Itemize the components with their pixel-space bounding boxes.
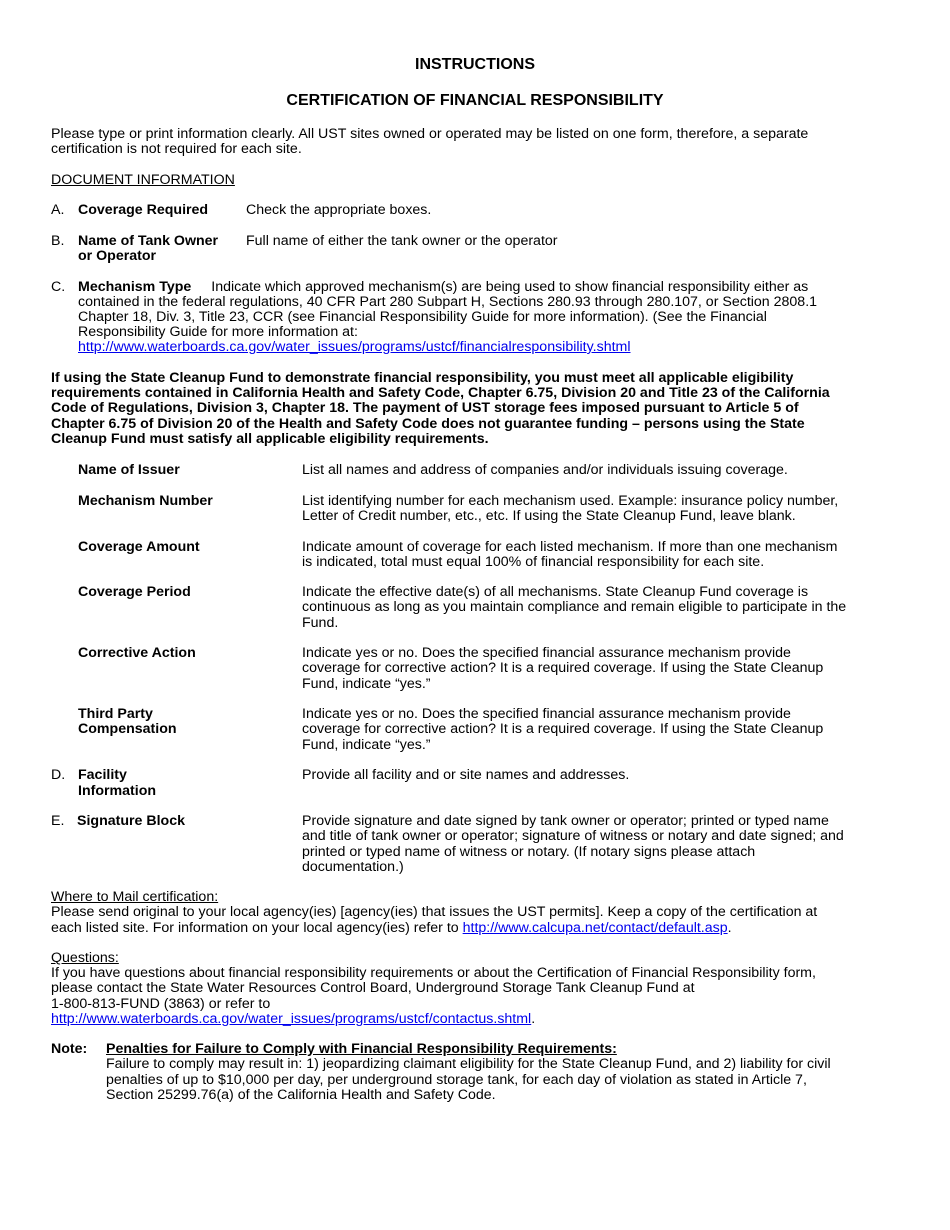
item-letter: D. — [51, 767, 66, 783]
section-heading-document-information: DOCUMENT INFORMATION — [51, 172, 235, 188]
field-description: Fund. — [302, 615, 339, 631]
note-text: Failure to comply may result in: 1) jeopardizing claimant eligibility for the State Cleanup Fund, and 2) liability for civil — [106, 1056, 831, 1072]
note-text: penalties of up to $10,000 per day, per underground storage tank, for each day of violation as stated in Article 7, — [106, 1072, 807, 1088]
field-description: coverage for corrective action? It is a required coverage. If using the State Cleanup — [302, 660, 824, 676]
questions-text: 1-800-813-FUND (3863) or refer to — [51, 996, 271, 1012]
field-description: Indicate the effective date(s) of all mechanisms. State Cleanup Fund coverage is — [302, 584, 809, 600]
item-text: Full name of either the tank owner or the operator — [246, 233, 558, 249]
item-label-facility-information: Facility — [78, 767, 127, 783]
item-text: and title of tank owner or operator; signature of witness or notary and date signed; and — [302, 828, 844, 844]
field-label-corrective-action: Corrective Action — [78, 645, 196, 661]
field-description: coverage for corrective action? It is a required coverage. If using the State Cleanup — [302, 721, 824, 737]
intro-line: certification is not required for each site. — [51, 141, 302, 157]
item-label-mechanism-type: Mechanism Type — [78, 279, 192, 295]
questions-text: . — [531, 1011, 536, 1027]
questions-heading: Questions: — [51, 950, 119, 966]
mail-text: . — [727, 920, 732, 936]
field-description: Indicate amount of coverage for each listed mechanism. If more than one mechanism — [302, 539, 838, 555]
field-description: Fund, indicate “yes.” — [302, 737, 431, 753]
mail-text: each listed site. For information on your local agency(ies) refer to — [51, 920, 463, 936]
field-label-coverage-amount: Coverage Amount — [78, 539, 200, 555]
field-label-mechanism-number: Mechanism Number — [78, 493, 213, 509]
mail-text-line — [51, 921, 732, 936]
item-letter: E. — [51, 813, 65, 829]
item-label-coverage-required: Coverage Required — [78, 202, 209, 218]
field-description: Letter of Credit number, etc., etc. If using the State Cleanup Fund, leave blank. — [302, 508, 796, 524]
item-text: Indicate which approved mechanism(s) are being used to show financial responsibility either as — [211, 279, 809, 295]
item-text: Provide signature and date signed by tank owner or operator; printed or typed name — [302, 813, 829, 829]
note-label: Note: — [51, 1041, 88, 1057]
field-description: is indicated, total must equal 100% of financial responsibility for each site. — [302, 554, 765, 570]
note-text: Section 25299.76(a) of the California Health and Safety Code. — [106, 1087, 496, 1103]
field-label-third-party-compensation: Third Party — [78, 706, 153, 722]
field-description: continuous as long as you maintain compliance and remain eligible to participate in the — [302, 599, 847, 615]
field-label-coverage-period: Coverage Period — [78, 584, 191, 600]
eligibility-paragraph-line: Chapter 6.75 of Division 20 of the Health and Safety Code does not guarantee funding – persons using the State — [51, 416, 805, 432]
item-label-name-of-tank-owner: or Operator — [78, 248, 157, 264]
item-text: Check the appropriate boxes. — [246, 202, 432, 218]
mail-heading: Where to Mail certification: — [51, 889, 219, 905]
questions-link-line — [51, 1012, 535, 1027]
item-text: documentation.) — [302, 859, 404, 875]
field-description: Indicate yes or no. Does the specified financial assurance mechanism provide — [302, 706, 791, 722]
field-label-third-party-compensation: Compensation — [78, 721, 177, 737]
item-label-name-of-tank-owner: Name of Tank Owner — [78, 233, 219, 249]
field-description: List all names and address of companies and/or individuals issuing coverage. — [302, 462, 788, 478]
item-text: Chapter 18, Div. 3, Title 23, CCR (see Financial Responsibility Guide for more information). (See the Financial — [78, 309, 767, 325]
item-text: contained in the federal regulations, 40 CFR Part 280 Subpart H, Sections 280.93 through 280.107, or Section 2808.1 — [78, 294, 818, 310]
mail-text: Please send original to your local agency(ies) [agency(ies) that issues the UST permits]. Keep a copy of the certification at — [51, 904, 818, 920]
questions-text: please contact the State Water Resources Control Board, Underground Storage Tank Cleanup Fund at — [51, 980, 695, 996]
item-label-signature-block: Signature Block — [77, 813, 186, 829]
eligibility-paragraph-line: Cleanup Fund must satisfy all applicable eligibility requirements. — [51, 431, 489, 447]
field-description: Indicate yes or no. Does the specified financial assurance mechanism provide — [302, 645, 791, 661]
eligibility-paragraph-line: If using the State Cleanup Fund to demonstrate financial responsibility, you must meet all applicable eligibility — [51, 370, 794, 386]
item-letter: C. — [51, 279, 66, 295]
calcupa-contact-link[interactable]: http://www.calcupa.net/contact/default.asp — [462, 920, 728, 936]
form-title: CERTIFICATION OF FINANCIAL RESPONSIBILITY — [286, 92, 664, 109]
item-text: Responsibility Guide for more information at: — [78, 324, 358, 340]
field-label-name-of-issuer: Name of Issuer — [78, 462, 180, 478]
field-description: Fund, indicate “yes.” — [302, 676, 431, 692]
eligibility-paragraph-line: Code of Regulations, Division 3, Chapter 18. The payment of UST storage fees imposed pursuant to Article 5 of — [51, 400, 799, 416]
financial-responsibility-link[interactable]: http://www.waterboards.ca.gov/water_issues/programs/ustcf/financialresponsibility.shtml — [78, 339, 631, 355]
item-letter: A. — [51, 202, 65, 218]
page-title: INSTRUCTIONS — [415, 56, 535, 73]
questions-text: If you have questions about financial responsibility requirements or about the Certification of Financial Responsibility form, — [51, 965, 816, 981]
item-label-facility-information: Information — [78, 783, 157, 799]
eligibility-paragraph-line: requirements contained in California Health and Safety Code, Chapter 6.75, Division 20 and Title 23 of the California — [51, 385, 830, 401]
intro-line: Please type or print information clearly. All UST sites owned or operated may be listed on one form, therefore, a separate — [51, 126, 809, 142]
item-text: Provide all facility and or site names and addresses. — [302, 767, 630, 783]
field-description: List identifying number for each mechanism used. Example: insurance policy number, — [302, 493, 839, 509]
note-heading: Penalties for Failure to Comply with Financial Responsibility Requirements: — [106, 1041, 617, 1057]
contact-us-link[interactable]: http://www.waterboards.ca.gov/water_issues/programs/ustcf/contactus.shtml — [51, 1011, 532, 1027]
item-text: printed or typed name of witness or notary. (If notary signs please attach — [302, 844, 756, 860]
item-letter: B. — [51, 233, 65, 249]
